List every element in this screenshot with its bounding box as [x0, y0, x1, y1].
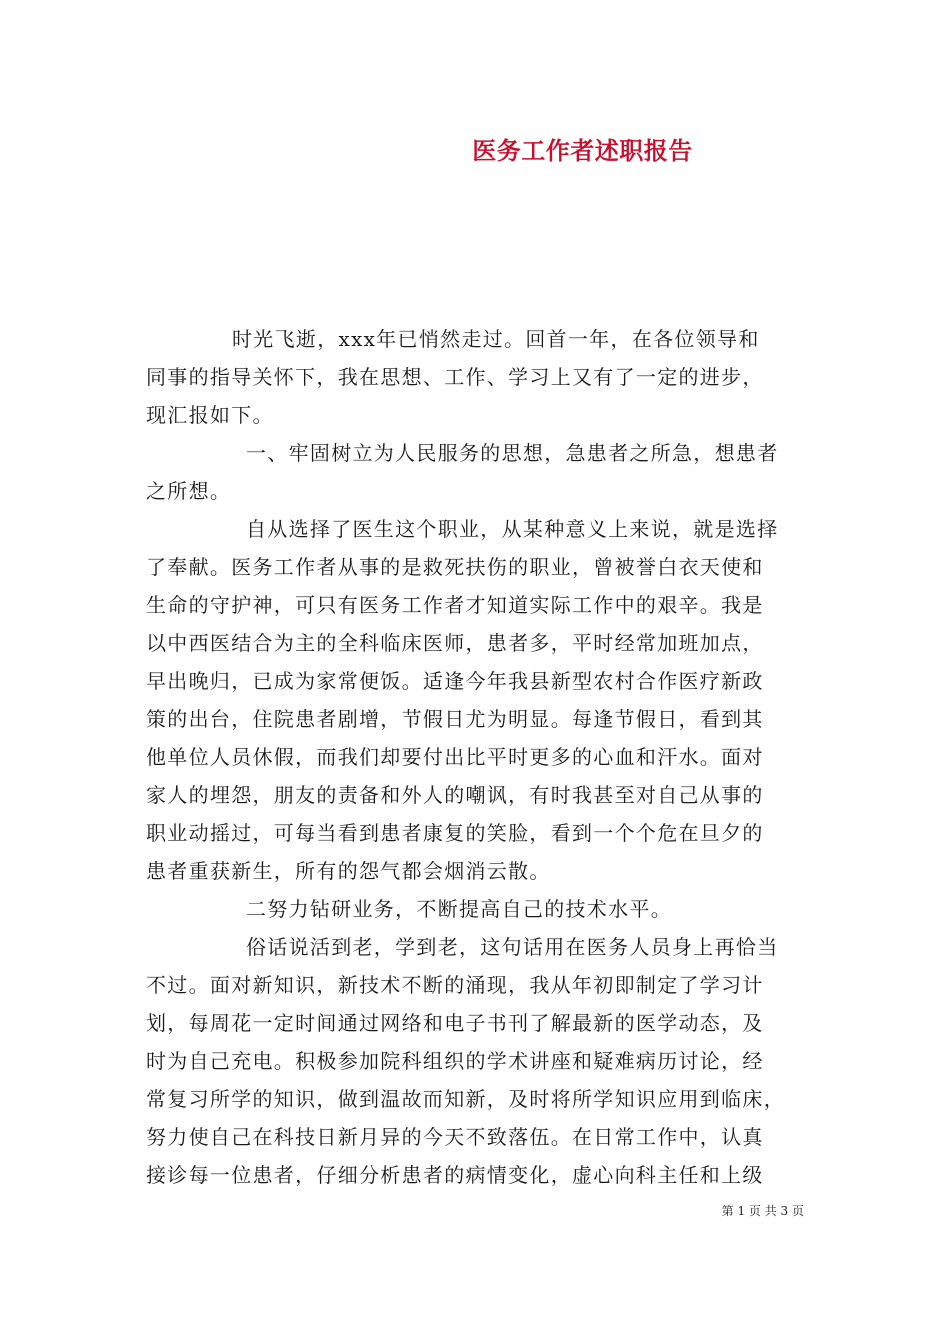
paragraph-line: 他单位人员休假，而我们却要付出比平时更多的心血和汗水。面对: [146, 745, 764, 769]
paragraph-line: 以中西医结合为主的全科临床医师，患者多，平时经常加班加点，: [146, 631, 764, 655]
paragraph-line: 现汇报如下。: [146, 403, 274, 427]
document-title: 医务工作者述职报告: [472, 136, 693, 165]
paragraph-line: 早出晚归，已成为家常便饭。适逢今年我县新型农村合作医疗新政: [146, 669, 764, 693]
section-heading-line: 之所想。: [146, 479, 232, 503]
section-heading-line: 二努力钻研业务，不断提高自己的技术水平。: [246, 897, 672, 921]
paragraph-line: 努力使自己在科技日新月异的今天不致落伍。在日常工作中，认真: [146, 1125, 764, 1149]
paragraph-line: 患者重获新生，所有的怨气都会烟消云散。: [146, 859, 551, 883]
paragraph-line: 职业动摇过，可每当看到患者康复的笑脸，看到一个个危在旦夕的: [146, 821, 764, 845]
paragraph-line: 不过。面对新知识，新技术不断的涌现，我从年初即制定了学习计: [146, 973, 764, 997]
paragraph-line: 俗话说活到老，学到老，这句话用在医务人员身上再恰当: [246, 935, 779, 959]
paragraph-line: 同事的指导关怀下，我在思想、工作、学习上又有了一定的进步，: [146, 365, 764, 389]
paragraph-line: 自从选择了医生这个职业，从某种意义上来说，就是选择: [246, 517, 779, 541]
section-heading-line: 一、牢固树立为人民服务的思想，急患者之所急，想患者: [246, 441, 779, 465]
page-number-footer: 第 1 页 共 3 页: [721, 1204, 804, 1218]
paragraph-line: 生命的守护神，可只有医务工作者才知道实际工作中的艰辛。我是: [146, 593, 764, 617]
paragraph-line: 划，每周花一定时间通过网络和电子书刊了解最新的医学动态，及: [146, 1011, 764, 1035]
paragraph-line: 家人的埋怨，朋友的责备和外人的嘲讽，有时我甚至对自己从事的: [146, 783, 764, 807]
paragraph-line: 时光飞逝，xxx年已悄然走过。回首一年，在各位领导和: [232, 327, 760, 351]
paragraph-line: 策的出台，住院患者剧增，节假日尤为明显。每逢节假日，看到其: [146, 707, 764, 731]
paragraph-line: 接诊每一位患者，仔细分析患者的病情变化，虚心向科主任和上级: [146, 1163, 764, 1187]
paragraph-line: 常复习所学的知识，做到温故而知新，及时将所学知识应用到临床，: [146, 1087, 785, 1111]
paragraph-line: 时为自己充电。积极参加院科组织的学术讲座和疑难病历讨论，经: [146, 1049, 764, 1073]
paragraph-line: 了奉献。医务工作者从事的是救死扶伤的职业，曾被誉白衣天使和: [146, 555, 764, 579]
